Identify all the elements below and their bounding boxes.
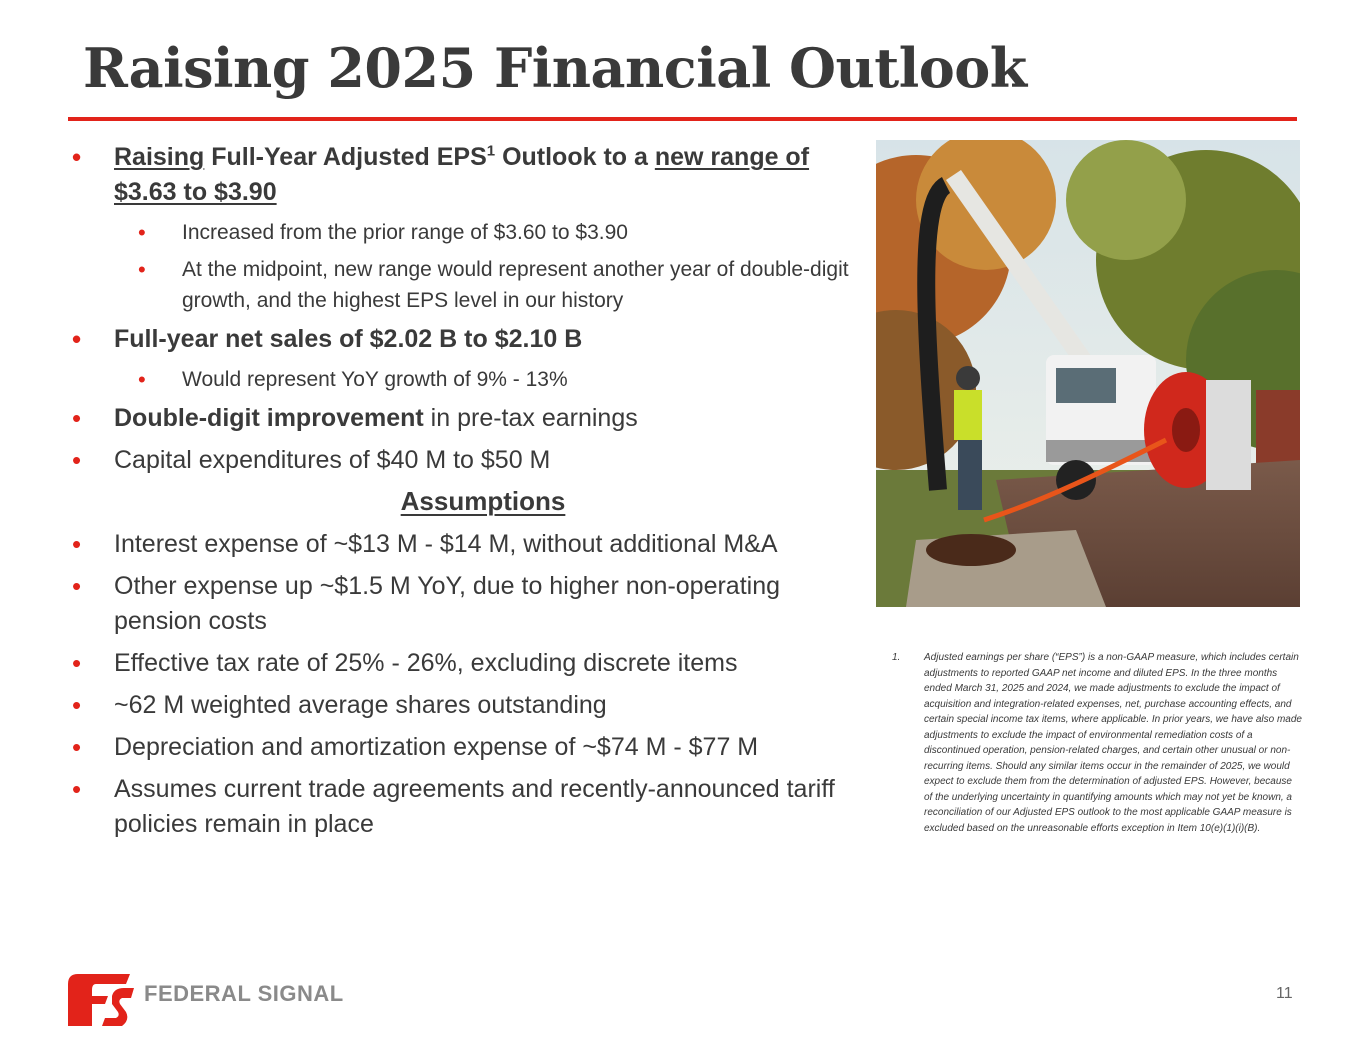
net-sales-bullet: • Full-year net sales of $2.02 B to $2.10 B — [68, 322, 858, 357]
footnote-ref: 1 — [486, 142, 496, 160]
sewer-truck-photo — [876, 140, 1300, 607]
eps-outlook-bullet — [68, 140, 858, 210]
assumptions-heading: Assumptions — [400, 486, 566, 516]
eps-new-range: new range of $3.63 to $3.90 — [114, 143, 810, 206]
eps-sub-bullet-prior-range: • Increased from the prior range of $3.60 to $3.90 — [68, 217, 858, 248]
federal-signal-logo-mark — [68, 972, 134, 1028]
assumption-interest: • Interest expense of ~$13 M - $14 M, without additional M&A — [68, 527, 858, 562]
footnote-number: 1. — [892, 652, 901, 663]
logo-wordmark: FEDERAL SIGNAL — [144, 981, 344, 1006]
page-title: Raising 2025 Financial Outlook — [83, 36, 1027, 100]
pretax-text: in pre-tax earnings — [423, 404, 638, 432]
eps-text-1: Full-Year Adjusted EPS — [204, 143, 487, 171]
footnote-text: Adjusted earnings per share (“EPS”) is a non-GAAP measure, which includes certain adjustments to reported GAAP net income and diluted EPS. In the three months ended March 31, 2025 and 2024, we made adjustments to exclude the impact of acquisition and integration-related expenses, net, purchase accounting effects, and certain special income tax items, where applicable. In prior years, we have also made adjustments to exclude the impact of environmental remediation costs of a discontinued operation, pension-related charges, and certain other unusual or non-recurring items. Should any similar items occur in the remainder of 2025, we would expect to exclude them from the determination of adjusted EPS. However, because of the underlying uncertainty in quantifying amounts which may not yet be known, a reconciliation of our Adjusted EPS outlook to the most applicable GAAP measure is excluded based on the unreasonable efforts exception in Item 10(e)(1)(i)(B). — [924, 652, 1302, 834]
title-divider — [68, 117, 1297, 121]
page-number: 11 — [1276, 985, 1293, 1002]
eps-footnote — [892, 650, 1302, 836]
eps-sub-bullet-midpoint: • At the midpoint, new range would represent another year of double-digit growth, and the highest EPS level in our history — [68, 254, 858, 316]
assumptions-list — [68, 527, 858, 842]
outlook-bullet-list — [68, 140, 858, 478]
assumption-shares: • ~62 M weighted average shares outstanding — [68, 688, 858, 723]
pretax-bullet — [68, 401, 858, 436]
outlook-content — [68, 140, 858, 849]
capex-bullet: • Capital expenditures of $40 M to $50 M — [68, 443, 858, 478]
eps-text-2: Outlook to a — [495, 143, 655, 171]
pretax-bold-text: Double-digit improvement — [114, 404, 424, 432]
eps-raising-text: Raising — [114, 143, 205, 171]
net-sales-sub-bullet: • Would represent YoY growth of 9% - 13% — [68, 364, 858, 395]
assumption-other-expense: • Other expense up ~$1.5 M YoY, due to higher non-operating pension costs — [68, 569, 858, 639]
assumption-depreciation: • Depreciation and amortization expense of ~$74 M - $77 M — [68, 730, 858, 765]
federal-signal-logo — [68, 972, 358, 1028]
assumption-trade: • Assumes current trade agreements and recently-announced tariff policies remain in place — [68, 772, 858, 842]
assumption-tax-rate: • Effective tax rate of 25% - 26%, excluding discrete items — [68, 646, 858, 681]
